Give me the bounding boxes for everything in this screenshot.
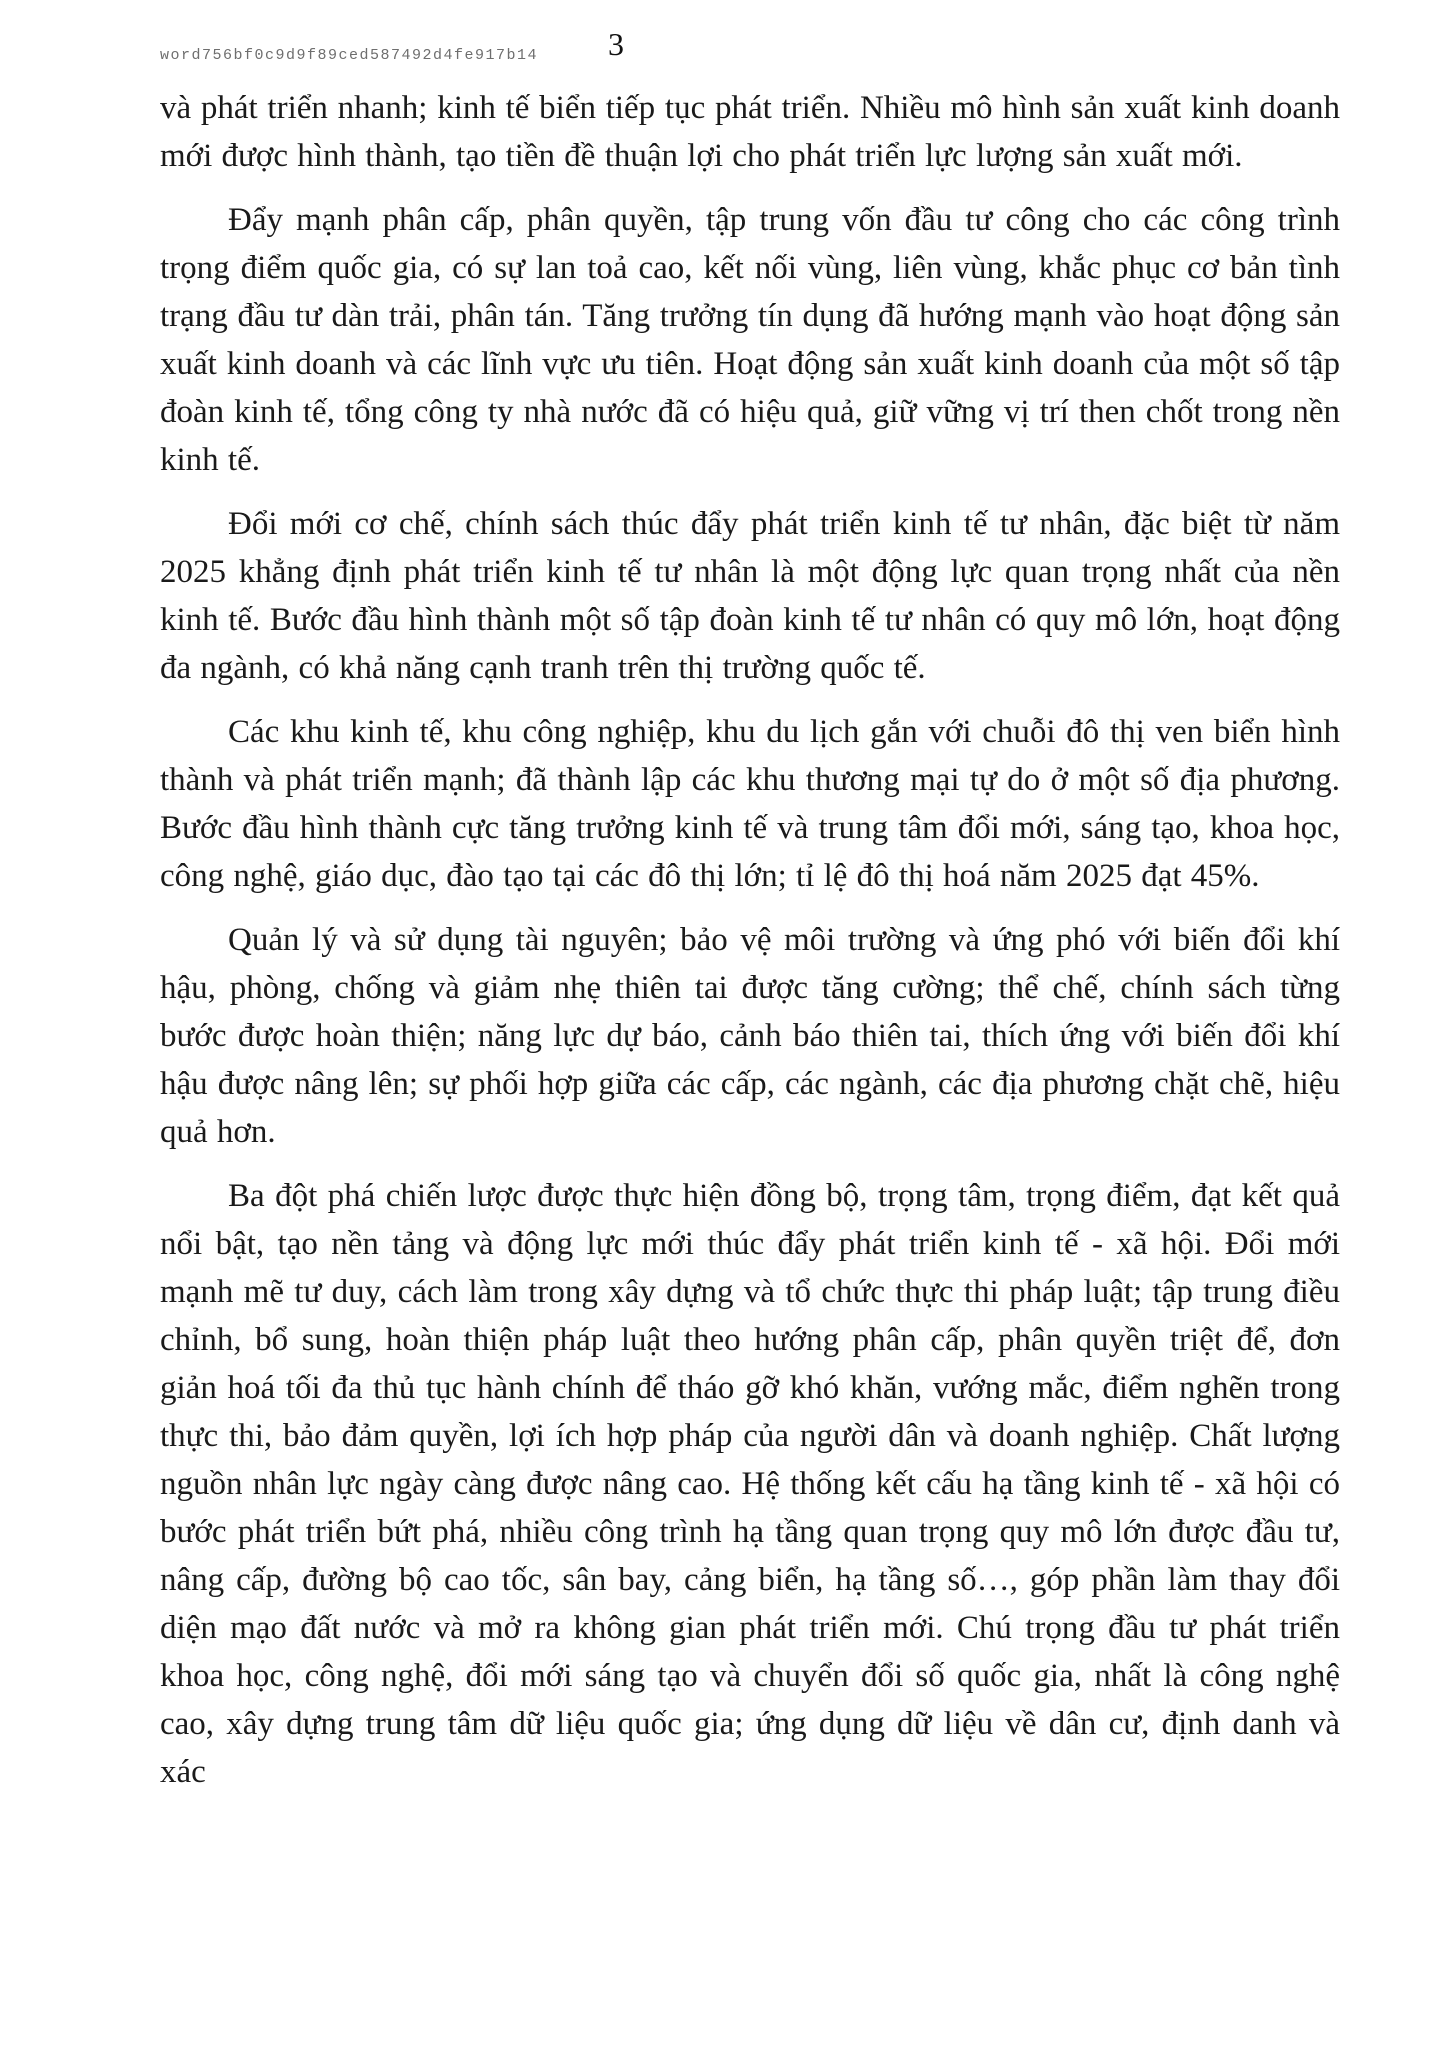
- paragraph-5: Quản lý và sử dụng tài nguyên; bảo vệ môi trường và ứng phó với biến đổi khí hậu, phòng, chống và giảm nhẹ thiên tai được tăng cường; thể chế, chính sách từng bước được hoàn thiện; năng lực dự báo, cảnh báo thiên tai, thích ứng với biến đổi khí hậu được nâng lên; sự phối hợp giữa các cấp, các ngành, các địa phương chặt chẽ, hiệu quả hơn.: [160, 922, 1340, 1150]
- paragraph-1: và phát triển nhanh; kinh tế biển tiếp tục phát triển. Nhiều mô hình sản xuất kinh doanh mới được hình thành, tạo tiền đề thuận lợi cho phát triển lực lượng sản xuất mới.: [160, 90, 1340, 174]
- paragraph-4: Các khu kinh tế, khu công nghiệp, khu du lịch gắn với chuỗi đô thị ven biển hình thành và phát triển mạnh; đã thành lập các khu thương mại tự do ở một số địa phương. Bước đầu hình thành cực tăng trưởng kinh tế và trung tâm đổi mới, sáng tạo, khoa học, công nghệ, giáo dục, đào tạo tại các đô thị lớn; tỉ lệ đô thị hoá năm 2025 đạt 45%.: [160, 714, 1340, 894]
- paragraph-2: Đẩy mạnh phân cấp, phân quyền, tập trung vốn đầu tư công cho các công trình trọng điểm quốc gia, có sự lan toả cao, kết nối vùng, liên vùng, khắc phục cơ bản tình trạng đầu tư dàn trải, phân tán. Tăng trưởng tín dụng đã hướng mạnh vào hoạt động sản xuất kinh doanh và các lĩnh vực ưu tiên. Hoạt động sản xuất kinh doanh của một số tập đoàn kinh tế, tổng công ty nhà nước đã có hiệu quả, giữ vững vị trí then chốt trong nền kinh tế.: [160, 202, 1340, 478]
- watermark-text: word756bf0c9d9f89ced587492d4fe917b14: [160, 47, 539, 64]
- document-body: [160, 84, 1340, 1812]
- paragraph-3: Đổi mới cơ chế, chính sách thúc đẩy phát triển kinh tế tư nhân, đặc biệt từ năm 2025 khẳng định phát triển kinh tế tư nhân là một động lực quan trọng nhất của nền kinh tế. Bước đầu hình thành một số tập đoàn kinh tế tư nhân có quy mô lớn, hoạt động đa ngành, có khả năng cạnh tranh trên thị trường quốc tế.: [160, 506, 1340, 686]
- page-number: 3: [608, 26, 624, 62]
- paragraph-6: Ba đột phá chiến lược được thực hiện đồng bộ, trọng tâm, trọng điểm, đạt kết quả nổi bật, tạo nền tảng và động lực mới thúc đẩy phát triển kinh tế - xã hội. Đổi mới mạnh mẽ tư duy, cách làm trong xây dựng và tổ chức thực thi pháp luật; tập trung điều chỉnh, bổ sung, hoàn thiện pháp luật theo hướng phân cấp, phân quyền triệt để, đơn giản hoá tối đa thủ tục hành chính để tháo gỡ khó khăn, vướng mắc, điểm nghẽn trong thực thi, bảo đảm quyền, lợi ích hợp pháp của người dân và doanh nghiệp. Chất lượng nguồn nhân lực ngày càng được nâng cao. Hệ thống kết cấu hạ tầng kinh tế - xã hội có bước phát triển bứt phá, nhiều công trình hạ tầng quan trọng quy mô lớn được đầu tư, nâng cấp, đường bộ cao tốc, sân bay, cảng biển, hạ tầng số…, góp phần làm thay đổi diện mạo đất nước và mở ra không gian phát triển mới. Chú trọng đầu tư phát triển khoa học, công nghệ, đổi mới sáng tạo và chuyển đổi số quốc gia, nhất là công nghệ cao, xây dựng trung tâm dữ liệu quốc gia; ứng dụng dữ liệu về dân cư, định danh và xác: [160, 1178, 1340, 1790]
